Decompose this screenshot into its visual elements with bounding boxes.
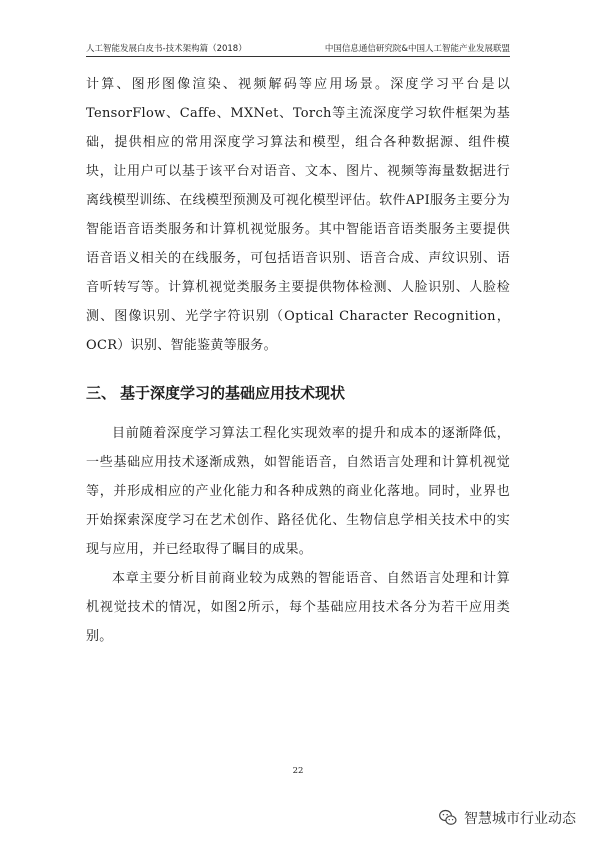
intro-paragraph: 计算、图形图像渲染、视频解码等应用场景。深度学习平台是以TensorFlow、Caffe、MXNet、Torch等主流深度学习软件框架为基础，提供相应的常用深度学习算法和模型，组合各种数据源、组件模块，让用户可以基于该平台对语音、文本、图片、视频等海量数据进行离线模型训练、在线模型预测及可视化模型评估。软件API服务主要分为智能语音语类服务和计算机视觉服务。其中智能语音语类服务主要提供语音语义相关的在线服务，可包括语音识别、语音合成、声纹识别、语音听转写等。计算机视觉类服务主要提供物体检测、人脸识别、人脸检测、图像识别、光学字符识别（Optical Character Recognition，OCR）识别、智能鉴黄等服务。	[86, 77, 510, 353]
body-paragraph-2: 本章主要分析目前商业较为成熟的智能语音、自然语言处理和计算机视觉技术的情况，如图2所示，每个基础应用技术各分为若干应用类别。	[86, 571, 510, 644]
section-heading	[86, 382, 510, 403]
page-content	[86, 70, 510, 651]
page-header	[86, 40, 510, 57]
body-paragraph-1: 目前随着深度学习算法工程化实现效率的提升和成本的逐渐降低，一些基础应用技术逐渐成熟，如智能语音，自然语言处理和计算机视觉等，并形成相应的产业化能力和各种成熟的商业化落地。同时，业界也开始探索深度学习在艺术创作、路径优化、生物信息学相关技术中的实现与应用，并已经取得了瞩目的成果。	[86, 426, 510, 557]
header-right-title: 中国信息通信研究院&中国人工智能产业发展联盟	[324, 44, 510, 54]
header-left-title: 人工智能发展白皮书-技术架构篇（2018）	[86, 44, 247, 54]
wechat-icon	[438, 808, 458, 828]
section-number: 三、	[86, 384, 117, 402]
section-title: 基于深度学习的基础应用技术现状	[120, 384, 346, 402]
watermark	[438, 808, 576, 828]
watermark-text: 智慧城市行业动态	[464, 811, 576, 827]
page-number: 22	[292, 766, 304, 776]
